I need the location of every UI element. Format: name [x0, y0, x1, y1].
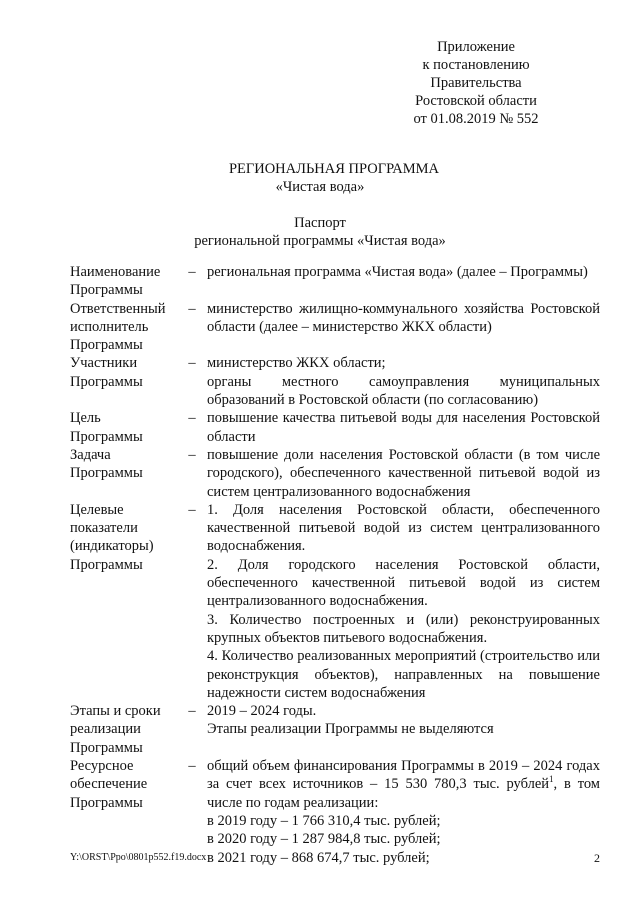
appendix-block: [386, 38, 566, 128]
passport-row-name: [70, 263, 600, 300]
passport-row-goal: [70, 409, 600, 446]
program-title-line2: «Чистая вода»: [275, 179, 365, 195]
appendix-line: Правительства: [430, 75, 522, 91]
passport-row-resources: [70, 757, 600, 867]
row-value-text: повышение качества питьевой воды для населения Ростовской области: [207, 410, 600, 445]
row-value-text: Этапы реализации Программы не выделяются: [207, 721, 494, 738]
row-value: [207, 300, 600, 355]
row-dash: –: [188, 300, 196, 317]
row-label: Участники Программы: [70, 355, 143, 390]
row-value-text: 2019 – 2024 годы.: [207, 703, 317, 720]
row-value-text: министерство жилищно-коммунального хозяйства Ростовской области (далее – министерство ЖКХ области): [207, 300, 600, 335]
row-value: [207, 757, 600, 867]
passport-row-participants: [70, 354, 600, 409]
indicator-item: 3. Количество построенных и (или) реконструированных крупных объектов питьевого водоснабжения.: [207, 611, 600, 646]
passport-row-indicators: [70, 501, 600, 702]
row-label: Задача Программы: [70, 446, 143, 482]
program-title: [0, 160, 640, 196]
row-dash: –: [188, 264, 196, 280]
year-funding-line: в 2020 году – 1 287 984,8 тыс. рублей;: [207, 831, 441, 848]
row-dash: –: [188, 410, 196, 427]
passport-row-task: [70, 446, 600, 501]
row-value: [207, 263, 600, 300]
passport-row-executor: [70, 300, 600, 355]
row-dash: –: [188, 703, 196, 720]
page-number: 2: [594, 851, 600, 865]
indicator-item: 1. Доля населения Ростовской области, обеспеченного качественной питьевой водой из систем централизованного водоснабжения.: [207, 501, 600, 555]
passport-heading-line2: региональной программы «Чистая вода»: [194, 233, 446, 249]
row-dash: –: [188, 355, 196, 372]
indicator-item: 2. Доля городского населения Ростовской области, обеспеченного качественной питьевой водой из систем централизованного водоснабжения.: [207, 556, 600, 610]
row-label: Цель Программы: [70, 410, 143, 445]
row-dash: –: [188, 758, 196, 775]
appendix-line: к постановлению: [422, 57, 530, 73]
indicator-item: 4. Количество реализованных мероприятий (строительство или реконструкция объектов), направленных на повышение надежности систем водоснабжения: [207, 648, 600, 701]
row-value-text: органы местного самоуправления муниципальных образований в Ростовской области (по согласованию): [207, 373, 600, 409]
footnote-mark[interactable]: 1: [549, 774, 554, 785]
passport-table: [70, 263, 600, 867]
row-label: Наименование Программы: [70, 264, 161, 299]
row-value-text: региональная программа «Чистая вода» (далее – Программы): [207, 264, 588, 280]
appendix-line: Приложение: [437, 39, 515, 55]
row-dash: –: [188, 446, 196, 463]
passport-heading-line1: Паспорт: [294, 215, 346, 231]
appendix-line: Ростовской области: [415, 93, 537, 109]
row-label: Ресурсное обеспечение Программы: [70, 758, 148, 811]
resources-intro: [207, 757, 600, 812]
appendix-line: от 01.08.2019 № 552: [413, 111, 539, 127]
year-funding-line: в 2021 году – 868 674,7 тыс. рублей;: [207, 849, 430, 866]
year-funding-line: в 2019 году – 1 766 310,4 тыс. рублей;: [207, 812, 441, 829]
row-value: [207, 409, 600, 446]
row-value: [207, 354, 600, 409]
program-title-line1: РЕГИОНАЛЬНАЯ ПРОГРАММА: [228, 161, 440, 177]
row-value: [207, 702, 600, 757]
resources-intro-tail: , в том числе по годам реализации:: [207, 776, 600, 811]
passport-row-stages: [70, 702, 600, 757]
row-label: Ответственный исполнитель Программы: [70, 300, 166, 354]
resources-intro-text: общий объем финансирования Программы в 2019 – 2024 годах за счет всех источников – 15 530 780,3 тыс. рублей: [207, 758, 600, 793]
row-label: Целевые показатели (индикаторы) Программы: [70, 501, 154, 573]
passport-heading: [0, 214, 640, 250]
file-path: Y:\ORST\Ppo\0801p552.f19.docx: [70, 852, 207, 863]
row-value: [207, 446, 600, 501]
row-label: Этапы и сроки реализации Программы: [70, 703, 161, 756]
row-value-text: министерство ЖКХ области;: [207, 355, 386, 372]
row-value: [207, 501, 600, 702]
row-value-text: повышение доли населения Ростовской области (в том числе городского), обеспеченного качественной питьевой водой из систем централизованного водоснабжения: [207, 446, 600, 500]
row-dash: –: [188, 501, 196, 518]
